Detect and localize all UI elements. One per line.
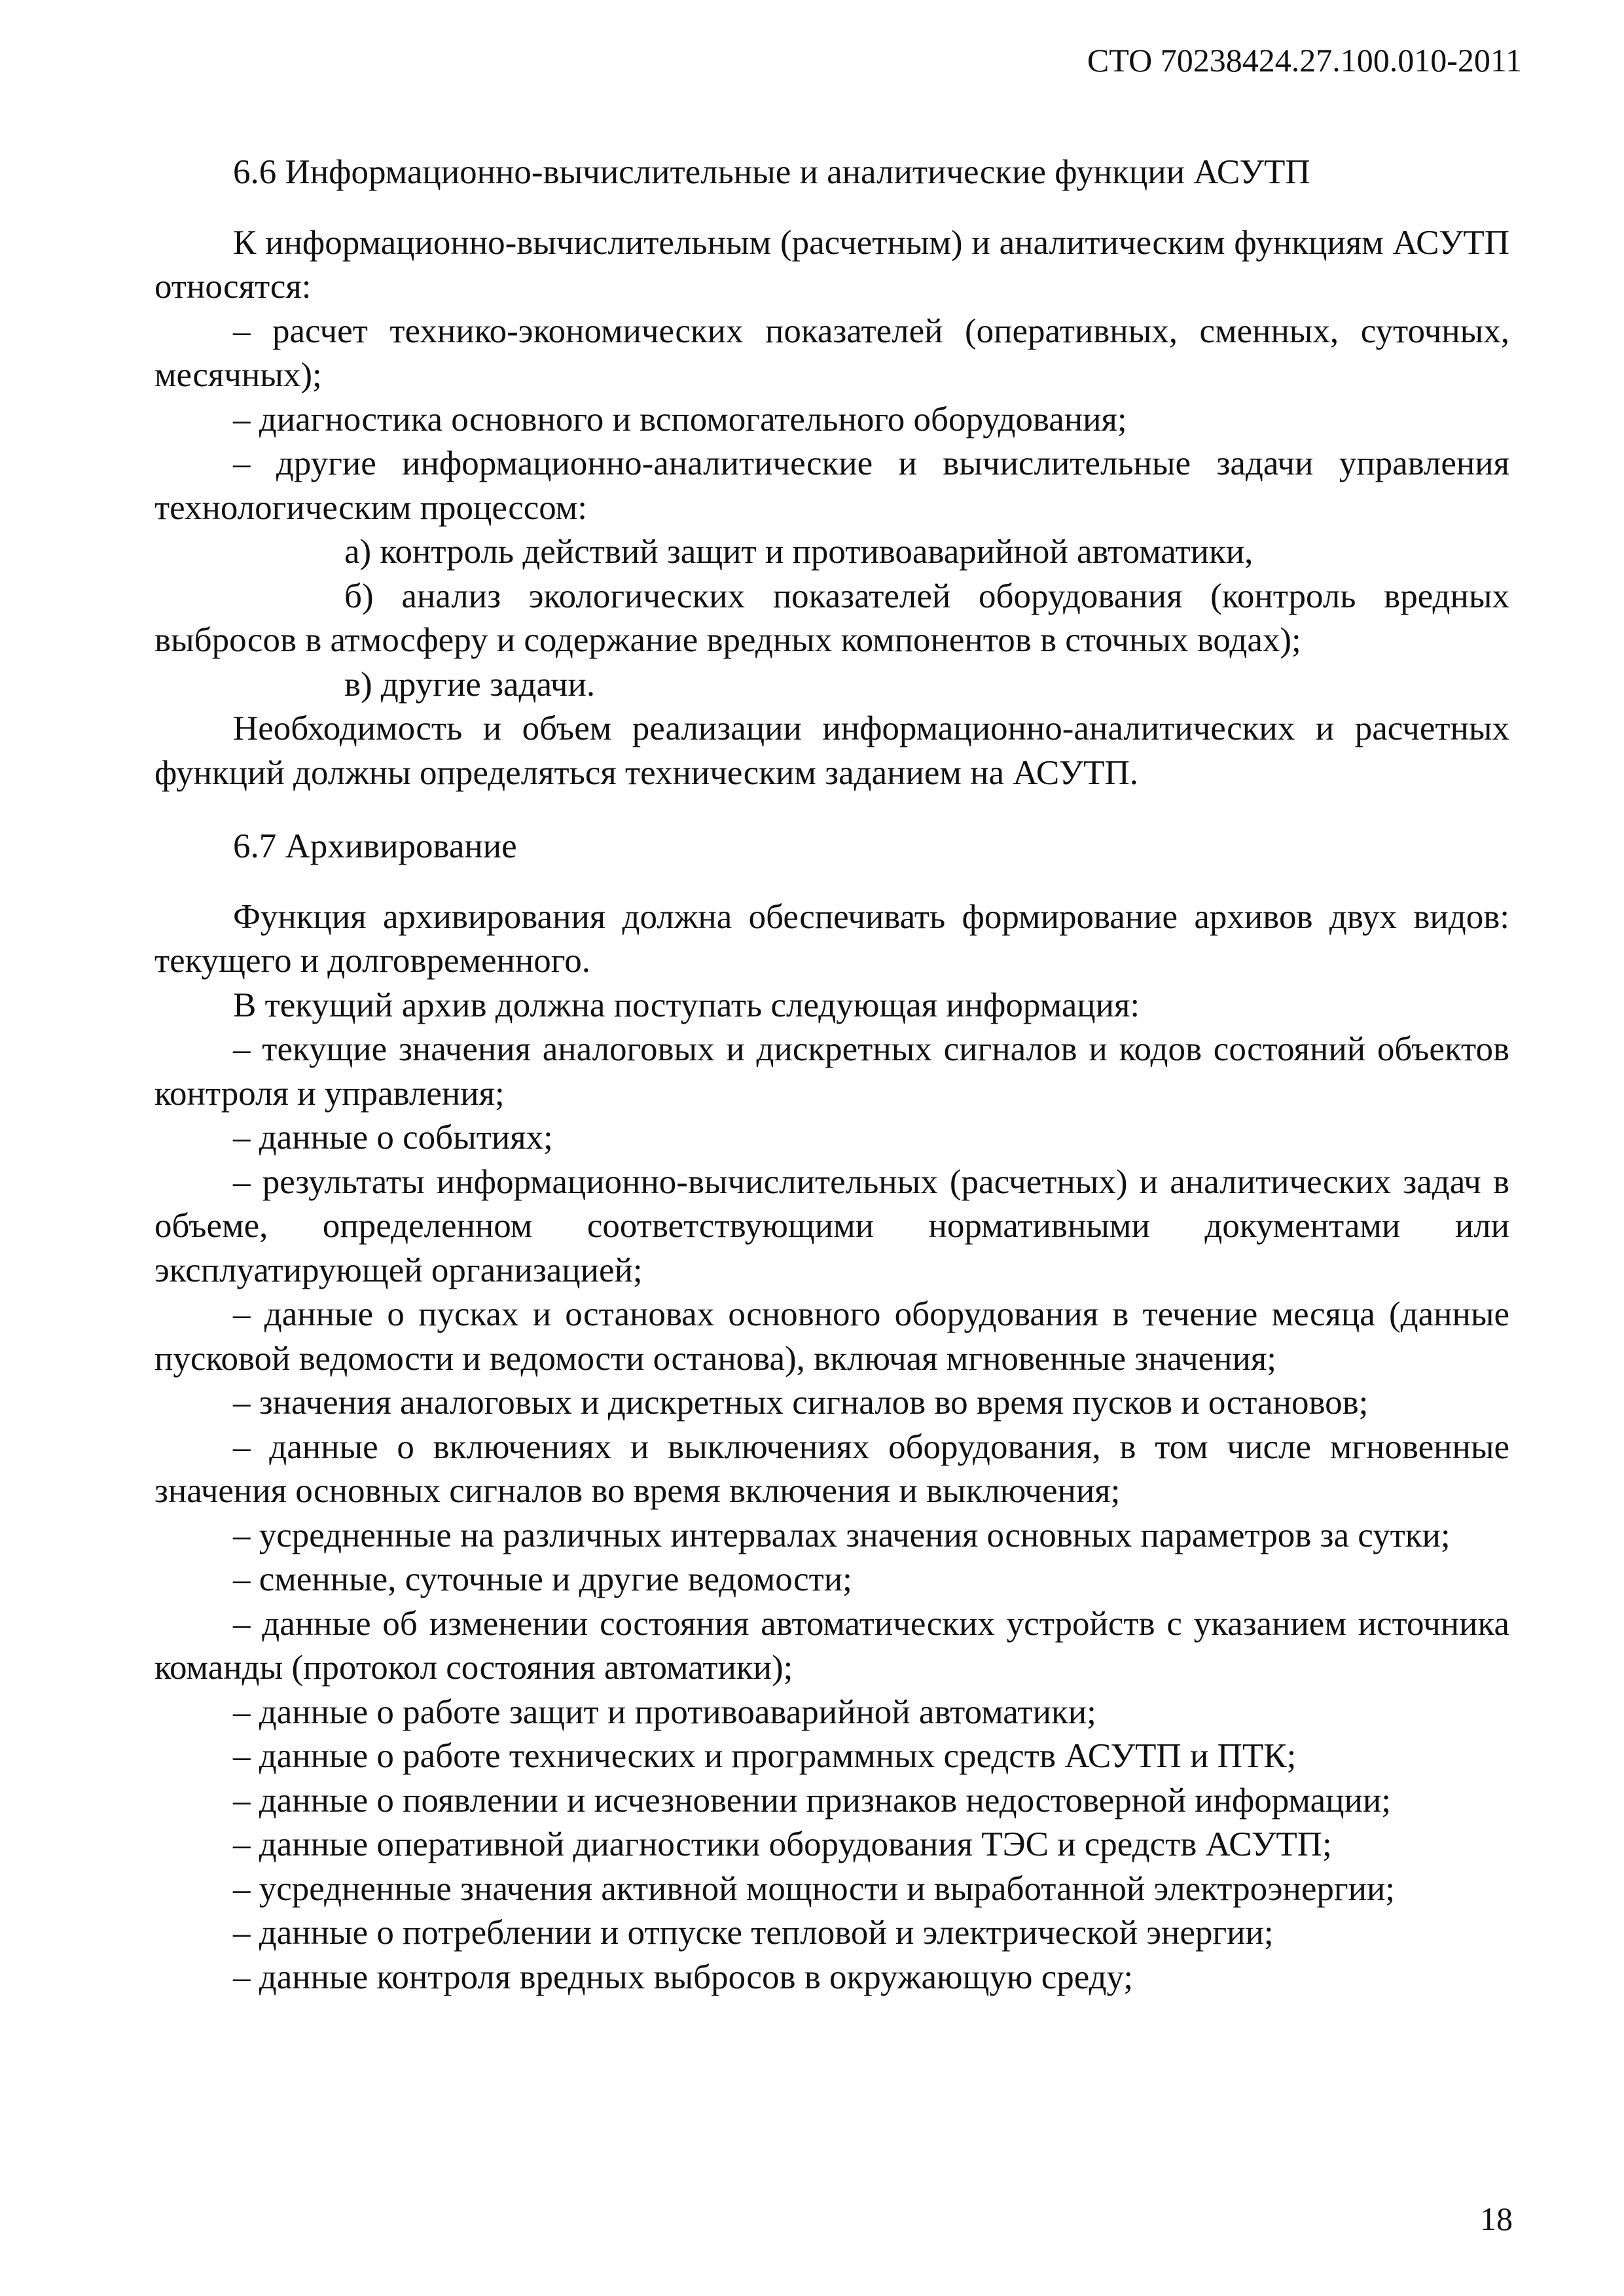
sub-list-item: в) другие задачи. [344, 665, 596, 704]
list-item: – текущие значения аналоговых и дискретных сигналов и кодов состояний объектов контроля и управления; [154, 1030, 1509, 1113]
sub-list-item: б) анализ экологических показателей оборудования (контроль вредных выбросов в атмосферу и содержание вредных компонентов в сточных водах); [154, 577, 1509, 659]
section-6-6-intro: К информационно-вычислительным (расчетным) и аналитическим функциям АСУТП относятся: [154, 223, 1509, 306]
list-item: – данные о потреблении и отпуске тепловой и электрической энергии; [233, 1914, 1274, 1952]
list-item: – данные о работе защит и противоаварийной автоматики; [233, 1693, 1096, 1731]
list-item: – результаты информационно-вычислительных (расчетных) и аналитических задач в объеме, определенном соответствующими нормативными документами или эксплуатирующей организацией; [154, 1162, 1509, 1289]
section-6-6-closing: Необходимость и объем реализации информационно-аналитических и расчетных функций должны определяться техническим заданием на АСУТП. [154, 709, 1509, 792]
list-item: – данные об изменении состояния автоматических устройств с указанием источника команды (протокол состояния автоматики); [154, 1604, 1509, 1687]
list-item: – данные оперативной диагностики оборудования ТЭС и средств АСУТП; [233, 1825, 1332, 1863]
list-item: – другие информационно-аналитические и вычислительные задачи управления технологическим процессом: [154, 444, 1509, 527]
section-6-7-lead: В текущий архив должна поступать следующая информация: [233, 986, 1140, 1024]
list-item: – усредненные значения активной мощности и выработанной электроэнергии; [233, 1869, 1396, 1908]
sub-list-item: а) контроль действий защит и противоаварийной автоматики, [344, 533, 1254, 571]
document-code: СТО 70238424.27.100.010-2011 [1087, 42, 1522, 79]
list-item: – данные контроля вредных выбросов в окружающую среду; [233, 1958, 1134, 1996]
document-body [154, 151, 1509, 2000]
list-item: – данные о появлении и исчезновении признаков недостоверной информации; [233, 1781, 1391, 1820]
section-6-7-intro: Функция архивирования должна обеспечивать формирование архивов двух видов: текущего и долговременного. [154, 897, 1509, 980]
list-item: – значения аналоговых и дискретных сигналов во время пусков и остановов; [233, 1384, 1369, 1422]
list-item: – данные о пусках и остановах основного оборудования в течение месяца (данные пусковой ведомости и ведомости останова), включая мгновенные значения; [154, 1295, 1509, 1378]
list-item: – диагностика основного и вспомогательного оборудования; [233, 400, 1127, 439]
list-item: – расчет технико-экономических показателей (оперативных, сменных, суточных, месячных); [154, 312, 1509, 394]
list-item: – сменные, суточные и другие ведомости; [233, 1560, 852, 1598]
list-item: – данные о событиях; [233, 1119, 553, 1157]
page-number: 18 [1480, 2200, 1513, 2237]
list-item: – данные о работе технических и программных средств АСУТП и ПТК; [233, 1737, 1297, 1775]
list-item: – данные о включениях и выключениях оборудования, в том числе мгновенные значения основных сигналов во время включения и выключения; [154, 1427, 1509, 1510]
list-item: – усредненные на различных интервалах значения основных параметров за сутки; [233, 1516, 1451, 1554]
section-6-6-title: 6.6 Информационно-вычислительные и аналитические функции АСУТП [233, 153, 1310, 191]
section-6-7-title: 6.7 Архивирование [233, 827, 517, 865]
